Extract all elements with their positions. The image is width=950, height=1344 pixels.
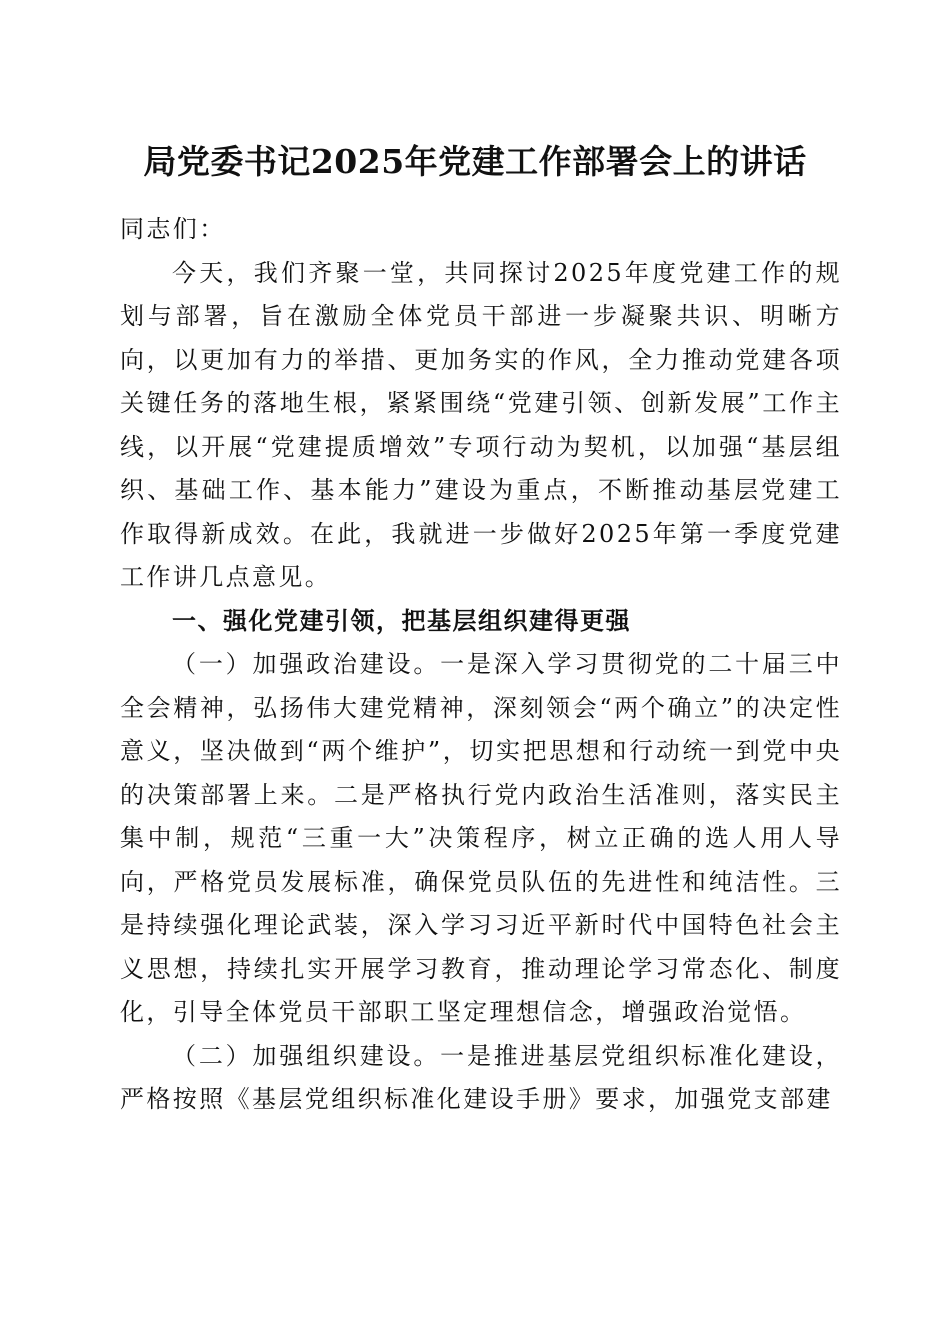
subsection-lead-1: （一）加强政治建设。 — [172, 650, 441, 678]
subsection-paragraph-2 — [120, 1035, 842, 1122]
section-heading-1: 一、强化党建引领，把基层组织建得更强 — [172, 606, 631, 635]
intro-paragraph: 今天，我们齐聚一堂，共同探讨2025年度党建工作的规划与部署，旨在激励全体党员干部进一步凝聚共识、明晰方向，以更加有力的举措、更加务实的作风，全力推动党建各项关键任务的落地生根，紧紧围绕“党建引领、创新发展”工作主线，以开展“党建提质增效”专项行动为契机，以加强“基层组织、基础工作、基本能力”建设为重点，不断推动基层党建工作取得新成效。在此，我就进一步做好2025年第一季度党建工作讲几点意见。 — [120, 258, 842, 591]
subsection-lead-2: （二）加强组织建设。 — [172, 1041, 441, 1070]
salutation: 同志们： — [120, 215, 226, 243]
subsection-text-1: 一是深入学习贯彻党的二十届三中全会精神，弘扬伟大建党精神，深刻领会“两个确立”的决定性意义，坚决做到“两个维护”，切实把思想和行动统一到党中央的决策部署上来。二是严格执行党内政治生活准则，落实民主集中制，规范“三重一大”决策程序，树立正确的选人用人导向，严格党员发展标准，确保党员队伍的先进性和纯洁性。三是持续强化理论武装，深入学习习近平新时代中国特色社会主义思想，持续扎实开展学习教育，推动理论学习常态化、制度化，引导全体党员干部职工坚定理想信念，增强政治觉悟。 — [120, 650, 843, 1026]
subsection-text-2: 一是推进基层党组织标准化建设，严格按照《基层党组织标准化建设手册》要求，加强党支部建 — [120, 1041, 843, 1113]
document-body — [120, 208, 842, 1122]
subsection-paragraph-1 — [120, 643, 842, 1035]
document-title: 局党委书记2025年党建工作部署会上的讲话 — [143, 142, 807, 181]
